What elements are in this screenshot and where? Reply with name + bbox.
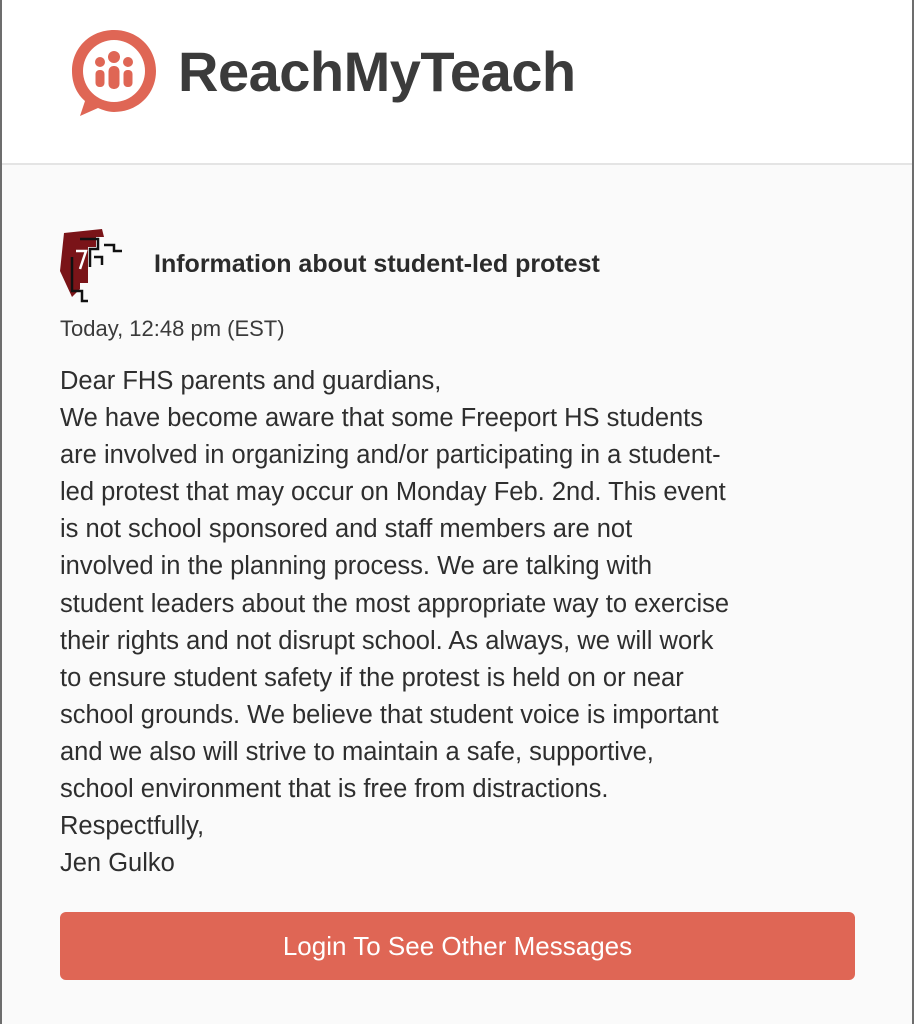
message-body xyxy=(60,363,860,882)
app-header xyxy=(2,0,912,165)
message-line: We have become aware that some Freeport HS students xyxy=(60,404,704,433)
message-line: are involved in organizing and/or participating in a student- xyxy=(60,441,721,470)
speech-bubble-people-icon xyxy=(66,24,162,120)
message-line: school grounds. We believe that student voice is important xyxy=(60,700,719,729)
login-button[interactable]: Login To See Other Messages xyxy=(60,912,855,980)
message-timestamp: Today, 12:48 pm (EST) xyxy=(60,316,285,341)
message-line: student leaders about the most appropriate way to exercise xyxy=(60,589,730,618)
message-line: is not school sponsored and staff members are not xyxy=(60,515,633,544)
message-line: Dear FHS parents and guardians, xyxy=(60,367,442,395)
brand-name: ReachMyTeach xyxy=(178,40,576,103)
school-crest-icon xyxy=(58,227,128,305)
message-line: school environment that is free from distractions. xyxy=(60,775,609,804)
message-line: involved in the planning process. We are talking with xyxy=(60,552,653,581)
message-line: led protest that may occur on Monday Feb. 2nd. This event xyxy=(60,478,726,507)
message-signature: Jen Gulko xyxy=(60,849,175,878)
message-title: Information about student-led protest xyxy=(154,250,600,278)
message-signoff: Respectfully, xyxy=(60,812,205,841)
message-content xyxy=(2,165,912,1024)
message-line: to ensure student safety if the protest is held on or near xyxy=(60,663,684,692)
message-line: their rights and not disrupt school. As always, we will work xyxy=(60,626,714,655)
message-line: and we also will strive to maintain a safe, supportive, xyxy=(60,737,654,766)
